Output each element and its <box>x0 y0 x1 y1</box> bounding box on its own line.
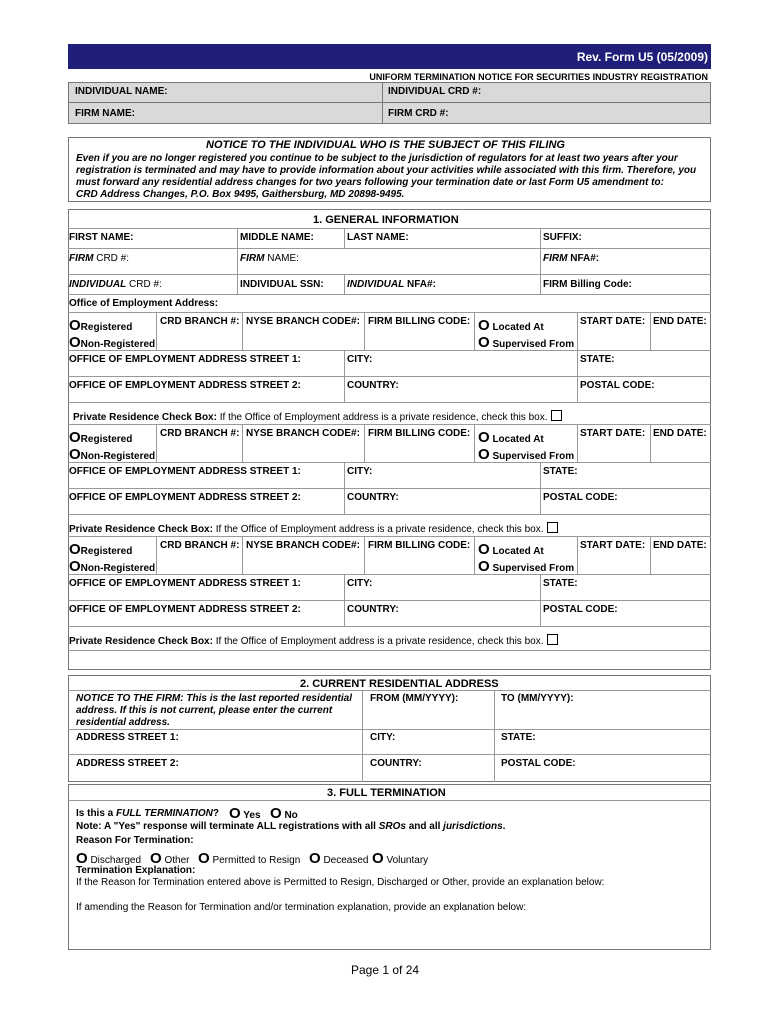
reason-label: Other <box>164 855 190 866</box>
crd-label: CRD #: <box>126 279 162 290</box>
notice-line-4: CRD Address Changes, P.O. Box 9495, Gaithersburg, MD 20898-9495. <box>76 189 405 200</box>
firm-word: FIRM <box>543 253 568 264</box>
firm-name-field[interactable]: FIRM NAME: <box>75 108 135 119</box>
reason-label: Deceased <box>323 855 369 866</box>
residential-state-field[interactable]: STATE: <box>501 732 536 743</box>
note-text-mid: and all <box>405 821 444 832</box>
crd-branch-field[interactable]: CRD BRANCH #: <box>160 428 240 439</box>
radio-circle-icon: O <box>229 805 241 822</box>
radio-circle-icon: O <box>76 850 88 867</box>
note-text: Note: A "Yes" response will terminate ALL registrations with all <box>76 821 379 832</box>
residential-notice-line-2: address. If this is not current, please enter the current <box>76 705 333 716</box>
office-street-1-field[interactable]: OFFICE OF EMPLOYMENT ADDRESS STREET 1: <box>69 354 301 365</box>
radio-circle-icon: O <box>478 334 490 351</box>
no-label: No <box>284 810 298 821</box>
office-address-label: Office of Employment Address: <box>69 298 219 309</box>
non-registered-label: Non-Registered <box>80 339 156 350</box>
located-at-radio[interactable] <box>478 318 544 334</box>
private-residence-checkbox[interactable] <box>551 410 562 421</box>
note-end: . <box>502 821 506 832</box>
firm-billing-field[interactable]: FIRM BILLING CODE: <box>368 428 471 439</box>
note-sros: SROs <box>378 821 406 832</box>
residential-country-field[interactable]: COUNTRY: <box>370 758 422 769</box>
start-date-field[interactable]: START DATE: <box>580 316 646 327</box>
office-postal-field[interactable]: POSTAL CODE: <box>580 380 655 391</box>
question-emphasis: FULL TERMINATION <box>116 808 213 819</box>
non-registered-label: Non-Registered <box>80 451 156 462</box>
residential-city-field[interactable]: CITY: <box>370 732 396 743</box>
supervised-from-label: Supervised From <box>492 563 575 574</box>
registered-label: Registered <box>80 322 133 333</box>
nyse-branch-field[interactable]: NYSE BRANCH CODE#: <box>246 428 360 439</box>
radio-circle-icon: O <box>309 850 321 867</box>
individual-crd-field[interactable]: INDIVIDUAL CRD #: <box>388 86 482 97</box>
radio-circle-icon: O <box>270 805 282 822</box>
supervised-from-label: Supervised From <box>492 451 575 462</box>
residential-street-2-field[interactable]: ADDRESS STREET 2: <box>76 758 179 769</box>
yes-label: Yes <box>243 810 261 821</box>
crd-label: CRD #: <box>93 253 130 264</box>
nyse-branch-field[interactable]: NYSE BRANCH CODE#: <box>246 540 360 551</box>
no-radio[interactable] <box>270 806 298 822</box>
supervised-from-radio[interactable] <box>478 335 574 351</box>
reason-deceased-radio[interactable] <box>309 851 368 867</box>
reason-permitted-to-resign-radio[interactable] <box>198 851 300 867</box>
radio-circle-icon: O <box>478 317 490 334</box>
office-city-field[interactable]: CITY: <box>347 354 373 365</box>
registered-radio[interactable] <box>69 430 132 446</box>
individual-word: INDIVIDUAL <box>347 279 405 290</box>
reason-label: Voluntary <box>386 855 429 866</box>
office-street-2-field[interactable]: OFFICE OF EMPLOYMENT ADDRESS STREET 2: <box>69 492 301 503</box>
located-at-label: Located At <box>492 546 544 557</box>
private-residence-label: Private Residence Check Box: <box>69 524 213 535</box>
firm-word: FIRM <box>69 253 94 264</box>
office-postal-field[interactable]: POSTAL CODE: <box>543 492 618 503</box>
nyse-branch-field[interactable]: NYSE BRANCH CODE#: <box>246 316 360 327</box>
residential-notice-line-1: NOTICE TO THE FIRM: This is the last reported residential <box>76 693 352 704</box>
private-residence-text: If the Office of Employment address is a private residence, check this box. <box>212 524 544 535</box>
start-date-field[interactable]: START DATE: <box>580 428 646 439</box>
form-subtitle: UNIFORM TERMINATION NOTICE FOR SECURITIES INDUSTRY REGISTRATION <box>369 72 708 82</box>
supervised-from-radio[interactable] <box>478 447 574 463</box>
registered-radio[interactable] <box>69 318 132 334</box>
crd-branch-field[interactable]: CRD BRANCH #: <box>160 540 240 551</box>
start-date-field[interactable]: START DATE: <box>580 540 646 551</box>
private-residence-row <box>69 634 558 648</box>
office-street-2-field[interactable]: OFFICE OF EMPLOYMENT ADDRESS STREET 2: <box>69 604 301 615</box>
individual-ssn-field[interactable]: INDIVIDUAL SSN: <box>240 279 324 290</box>
general-information-title: 1. GENERAL INFORMATION <box>313 214 459 226</box>
radio-circle-icon: O <box>478 541 490 558</box>
office-city-field[interactable]: CITY: <box>347 466 373 477</box>
explanation-label: Termination Explanation: <box>76 865 196 876</box>
radio-circle-icon: O <box>69 334 81 351</box>
first-name-field[interactable]: FIRST NAME: <box>69 232 134 243</box>
radio-circle-icon: O <box>150 850 162 867</box>
yes-radio[interactable] <box>229 806 261 822</box>
name-label: NAME: <box>264 253 299 264</box>
private-residence-checkbox[interactable] <box>547 522 558 533</box>
notice-line-2: registration is terminated and may have to provide information about your activities while associated with this firm. Therefore, you <box>76 165 697 176</box>
nfa-label: NFA#: <box>567 253 600 264</box>
radio-circle-icon: O <box>69 317 81 334</box>
form-revision: Rev. Form U5 (05/2009) <box>576 50 708 64</box>
supervised-from-label: Supervised From <box>492 339 575 350</box>
radio-circle-icon: O <box>69 558 81 575</box>
firm-billing-field[interactable]: FIRM BILLING CODE: <box>368 540 471 551</box>
office-state-field[interactable]: STATE: <box>543 466 578 477</box>
radio-circle-icon: O <box>372 850 384 867</box>
private-residence-label: Private Residence Check Box: <box>69 636 213 647</box>
residential-postal-field[interactable]: POSTAL CODE: <box>501 758 576 769</box>
private-residence-label: Private Residence Check Box: <box>73 412 217 423</box>
firm-name-row-field[interactable] <box>240 253 299 265</box>
from-date-field[interactable]: FROM (MM/YYYY): <box>370 693 459 704</box>
firm-crd-field[interactable]: FIRM CRD #: <box>388 108 449 119</box>
office-state-field[interactable]: STATE: <box>580 354 615 365</box>
individual-word: INDIVIDUAL <box>69 279 127 290</box>
to-date-field[interactable]: TO (MM/YYYY): <box>501 693 574 704</box>
note-jurisdictions: jurisdictions <box>443 821 503 832</box>
reason-label: Discharged <box>90 855 142 866</box>
private-residence-text: If the Office of Employment address is a private residence, check this box. <box>216 412 548 423</box>
private-residence-text: If the Office of Employment address is a private residence, check this box. <box>212 636 544 647</box>
firm-billing-field[interactable]: FIRM BILLING CODE: <box>368 316 471 327</box>
amending-instruction: If amending the Reason for Termination and/or termination explanation, provide an explanation below: <box>76 902 527 913</box>
registered-label: Registered <box>80 546 133 557</box>
crd-branch-field[interactable]: CRD BRANCH #: <box>160 316 240 327</box>
registered-label: Registered <box>80 434 133 445</box>
radio-circle-icon: O <box>198 850 210 867</box>
notice-line-3: must forward any residential address changes for two years following your termination date or last Form U5 amendment to: <box>76 177 664 188</box>
residential-street-1-field[interactable]: ADDRESS STREET 1: <box>76 732 179 743</box>
located-at-label: Located At <box>492 434 544 445</box>
non-registered-radio[interactable] <box>69 559 155 575</box>
termination-note <box>76 821 505 833</box>
nfa-label: NFA#: <box>404 279 436 290</box>
reason-label: Permitted to Resign <box>212 855 301 866</box>
office-country-field[interactable]: COUNTRY: <box>347 492 399 503</box>
office-street-1-field[interactable]: OFFICE OF EMPLOYMENT ADDRESS STREET 1: <box>69 578 301 589</box>
page-number: Page 1 of 24 <box>351 963 420 977</box>
radio-circle-icon: O <box>478 429 490 446</box>
end-date-field[interactable]: END DATE: <box>653 316 707 327</box>
residential-title: 2. CURRENT RESIDENTIAL ADDRESS <box>300 678 499 690</box>
reason-voluntary-radio[interactable] <box>372 851 428 867</box>
question-prefix: Is this a <box>76 808 117 819</box>
individual-nfa-field[interactable] <box>347 279 436 291</box>
private-residence-row <box>69 522 558 536</box>
reason-label: Reason For Termination: <box>76 835 194 846</box>
firm-crd-row-field[interactable] <box>69 253 129 265</box>
radio-circle-icon: O <box>478 558 490 575</box>
full-termination-title: 3. FULL TERMINATION <box>327 787 446 799</box>
office-street-1-field[interactable]: OFFICE OF EMPLOYMENT ADDRESS STREET 1: <box>69 466 301 477</box>
notice-line-1: Even if you are no longer registered you continue to be subject to the jurisdiction of regulators for at least two years after your <box>76 153 678 164</box>
individual-name-field[interactable]: INDIVIDUAL NAME: <box>75 86 168 97</box>
suffix-field[interactable]: SUFFIX: <box>543 232 582 243</box>
located-at-radio[interactable] <box>478 542 544 558</box>
registered-radio[interactable] <box>69 542 132 558</box>
radio-circle-icon: O <box>478 446 490 463</box>
private-residence-checkbox[interactable] <box>547 634 558 645</box>
supervised-from-radio[interactable] <box>478 559 574 575</box>
office-postal-field[interactable]: POSTAL CODE: <box>543 604 618 615</box>
non-registered-radio[interactable] <box>69 335 155 351</box>
firm-nfa-field[interactable] <box>543 253 599 265</box>
firm-billing-code-field[interactable]: FIRM Billing Code: <box>543 279 632 290</box>
non-registered-radio[interactable] <box>69 447 155 463</box>
private-residence-row <box>73 410 562 424</box>
full-termination-question <box>76 808 219 820</box>
residential-notice-line-3: residential address. <box>76 717 170 728</box>
radio-circle-icon: O <box>69 429 81 446</box>
end-date-field[interactable]: END DATE: <box>653 540 707 551</box>
explanation-instruction: If the Reason for Termination entered above is Permitted to Resign, Discharged or Other, provide an explanation below: <box>76 877 605 888</box>
office-street-2-field[interactable]: OFFICE OF EMPLOYMENT ADDRESS STREET 2: <box>69 380 301 391</box>
located-at-label: Located At <box>492 322 544 333</box>
office-country-field[interactable]: COUNTRY: <box>347 604 399 615</box>
question-mark: ? <box>212 808 219 819</box>
end-date-field[interactable]: END DATE: <box>653 428 707 439</box>
radio-circle-icon: O <box>69 446 81 463</box>
middle-name-field[interactable]: MIDDLE NAME: <box>240 232 314 243</box>
located-at-radio[interactable] <box>478 430 544 446</box>
non-registered-label: Non-Registered <box>80 563 156 574</box>
office-country-field[interactable]: COUNTRY: <box>347 380 399 391</box>
firm-word: FIRM <box>240 253 265 264</box>
office-state-field[interactable]: STATE: <box>543 578 578 589</box>
radio-circle-icon: O <box>69 541 81 558</box>
office-city-field[interactable]: CITY: <box>347 578 373 589</box>
last-name-field[interactable]: LAST NAME: <box>347 232 409 243</box>
individual-crd-row-field[interactable] <box>69 279 162 291</box>
notice-title: NOTICE TO THE INDIVIDUAL WHO IS THE SUBJECT OF THIS FILING <box>206 139 565 151</box>
